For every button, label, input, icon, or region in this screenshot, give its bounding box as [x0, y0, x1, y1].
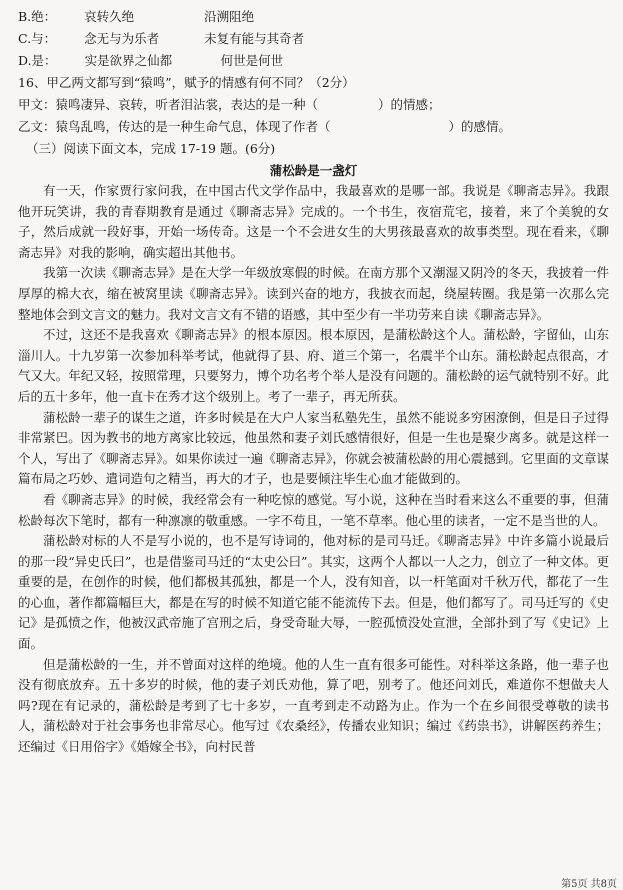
section-heading: （三）阅读下面文本，完成 17-19 题。(6分): [26, 141, 276, 156]
option-text-a: 念无与为乐者: [84, 31, 160, 46]
question-16-yi: [18, 116, 609, 138]
question-16-jia: [18, 94, 609, 116]
option-c: [18, 28, 609, 50]
option-text-b: 何世是何世: [220, 53, 284, 68]
option-b: [18, 6, 609, 28]
option-text-b: 未复有能与其奇者: [204, 31, 305, 46]
article-paragraph: 不过，这还不是我喜欢《聊斋志异》的根本原因。根本原因，是蒲松龄这个人。蒲松龄，字留仙，山东淄川人。十九岁第一次参加科举考试，他就得了县、府、道三个第一，名震半个山东。蒲松龄起点很高，才气又大。年纪又轻，按照常理，只要努力，博个功名考个举人是没有问题的。蒲松龄的运气就特别不好。此后的五十多年，他一直卡在秀才这个级别上。考了一辈子，再无所获。: [18, 327, 609, 404]
options-list: [18, 6, 609, 72]
option-label: C.与：: [18, 31, 57, 46]
jia-prefix: 甲文：猿鸣凄异、哀转，听者泪沾裳，表达的是一种（: [18, 97, 319, 112]
page-footer: 第5页 共8页: [561, 879, 617, 890]
option-text-a: 实是欲界之仙都: [84, 53, 173, 68]
jia-suffix: ）的情感；: [378, 97, 441, 112]
yi-suffix: ）的感情。: [448, 119, 512, 134]
option-d: [18, 50, 609, 72]
article-paragraph: 有一天，作家贾行家问我，在中国古代文学作品中，我最喜欢的是哪一部。我说是《聊斋志异》。我跟他开玩笑讲，我的青春期教育是通过《聊斋志异》完成的。一个书生，夜宿荒宅，接着，来了个美貌的女子，然后成就一段好事，开始一场传奇。这是一个不会进女生的大男孩最喜欢的故事类型。现在看来，《聊斋志异》对我的影响，确实超出其他书。: [18, 183, 609, 260]
article-paragraph: 但是蒲松龄的一生，并不曾面对这样的绝境。他的人生一直有很多可能性。对科举这条路，他一辈子也没有彻底放弃。五十多岁的时候，他的妻子刘氏劝他，算了吧，别考了。他还问刘氏，难道你不想做夫人吗?现在有记录的，蒲松龄是考到了七十多岁，一直考到走不动路为止。作为一个在乡间很受尊敬的读书人，蒲松龄对于社会事务也非常尽心。他写过《农桑经》，传播农业知识；编过《药祟书》，讲解医药养生；还编过《日用俗字》《婚嫁全书》，向村民普: [18, 656, 609, 755]
article-paragraph: 蒲松龄对标的人不是写小说的，也不是写诗词的，他对标的是司马迁。《聊斋志异》中许多篇小说最后的那一段“异史氏曰”，也是借鉴司马迁的“太史公曰”。其实，这两个人都以一人之力，创立了一种文体。更重要的是，在创作的时候，他们都极其孤独，都是一个人，没有知音，以一杆笔面对千秋万代，都花了一生的心血，著作都篇幅巨大，都是在写的时候不知道它能不能流传下去。但是，他们都写了。司马迁写的《史记》是孤愤之作，他被汉武帝施了宫刑之后，身受奇耻大辱，一腔孤愤没处宣泄，全部扑到了写《史记》上面。: [18, 533, 609, 652]
article-title: 蒲松龄是一盏灯: [269, 163, 358, 178]
option-label: B.绝：: [18, 9, 57, 24]
option-label: D.是：: [18, 53, 57, 68]
article-body: [18, 181, 609, 758]
article-paragraph: 看《聊斋志异》的时候，我经常会有一种吃惊的感觉。写小说，这种在当时看来这么不重要的事，但蒲松龄每次下笔时，都有一种凛凛的敬重感。一字不苟且，一笔不草率。他心里的读者，一定不是当世的人。: [18, 491, 609, 528]
article-paragraph: 蒲松龄一辈子的谋生之道，许多时候是在大户人家当私塾先生，虽然不能说多穷困潦倒，但是日子过得非常紧巴。因为教书的地方离家比较远，他虽然和妻子刘氏感情很好，但是一生也是聚少离多。就是这样一个人，写出了《聊斋志异》。如果你读过一遍《聊斋志异》，你就会被蒲松龄的用心震撼到。它里面的文章谋篇布局之巧妙、遣词造句之精当，再大的才子，也是要倾注毕生心血才能做到的。: [18, 409, 609, 487]
option-text-b: 沿溯阻绝: [204, 9, 255, 24]
article-paragraph: 我第一次读《聊斋志异》是在大学一年级放寒假的时候。在南方那个又潮湿又阴冷的冬天，我披着一件厚厚的棉大衣，缩在被窝里读《聊斋志异》。读到兴奋的地方，我披衣而起，绕屋转圈。我是第一次那么完整地体会到文言文的魅力。我对文言文有不错的语感，其中至少有一半功劳来自读《聊斋志异》。: [18, 265, 609, 322]
option-text-a: 哀转久绝: [84, 9, 135, 24]
question-16-stem: 16、甲乙两文都写到“猿鸣”，赋予的情感有何不同？（2分）: [18, 75, 355, 90]
yi-prefix: 乙文：猿鸟乱鸣，传达的是一种生命气息，体现了作者（: [18, 119, 331, 134]
